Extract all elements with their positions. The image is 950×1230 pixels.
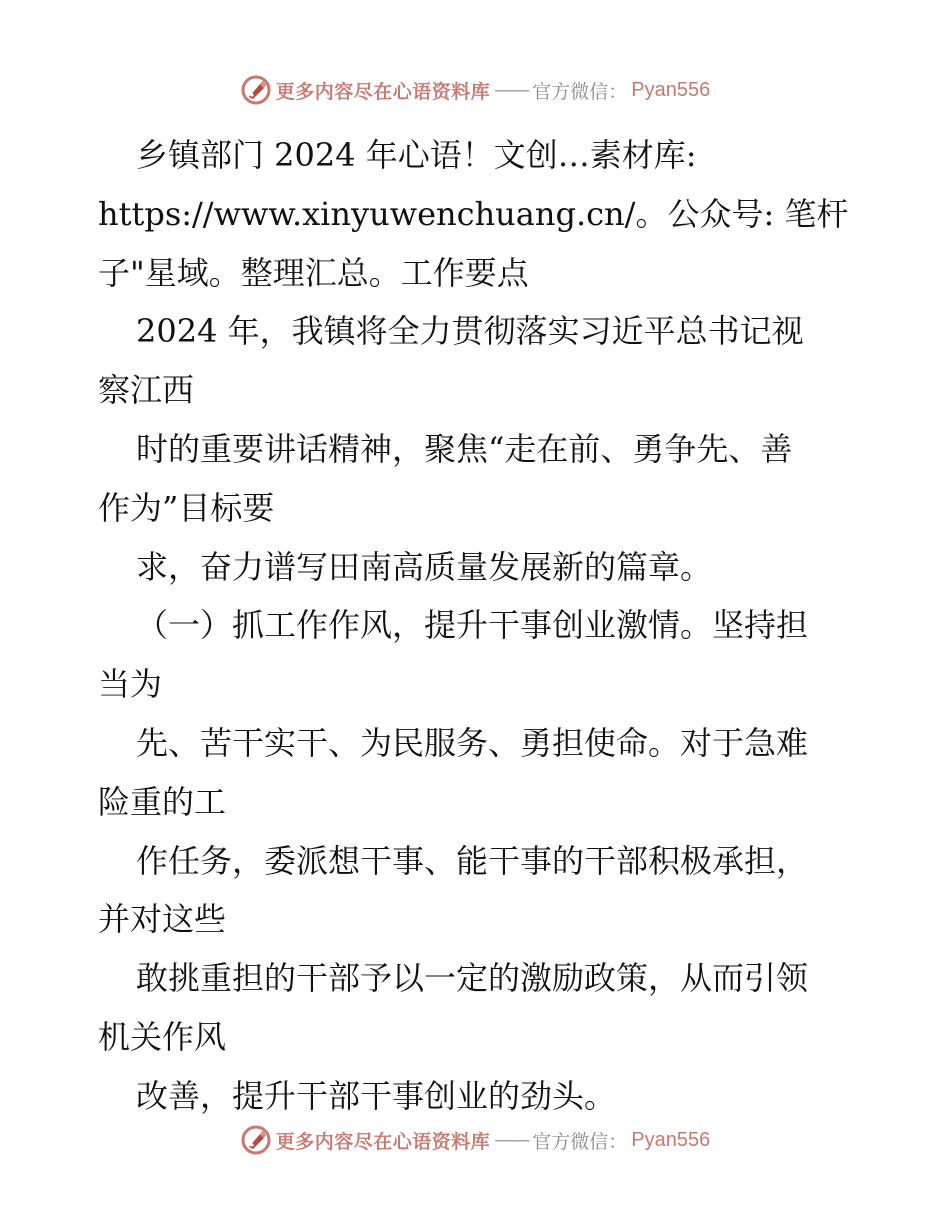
text-line: https://www.xinyuwenchuang.cn/。公众号: 笔杆 — [98, 194, 849, 233]
text-line: 子"星域。整理汇总。工作要点 — [98, 253, 529, 292]
text-line: （一）抓工作作风，提升干事创业激情。坚持担 — [136, 606, 809, 645]
watermark-account: Pyan556 — [631, 78, 711, 101]
text-line: 敢挑重担的干部予以一定的激励政策，从而引领 — [136, 959, 809, 998]
watermark-slogan: 更多内容尽在心语资料库 — [275, 80, 491, 103]
document-body — [98, 126, 858, 1126]
watermark-header — [0, 70, 950, 110]
watermark-dash: —— — [494, 1129, 529, 1151]
text-line: 求，奋力谱写田南高质量发展新的篇章。 — [136, 547, 713, 586]
watermark-footer — [0, 1120, 950, 1160]
text-line: 并对这些 — [98, 900, 227, 939]
text-line: 机关作风 — [98, 1017, 227, 1056]
text-line: 作为”目标要 — [98, 488, 275, 527]
text-line: 改善，提升干部干事创业的劲头。 — [136, 1076, 617, 1115]
text-line: 察江西 — [98, 371, 195, 410]
pen-nib-logo-icon — [240, 74, 272, 106]
text-line: 时的重要讲话精神，聚焦“走在前、勇争先、善 — [136, 429, 793, 468]
text-line: 乡镇部门 2024 年心语！文创…素材库: — [136, 136, 697, 174]
text-line: 2024 年，我镇将全力贯彻落实习近平总书记视 — [136, 312, 804, 351]
text-line: 作任务，委派想干事、能干事的干部积极承担， — [136, 841, 809, 880]
watermark-dash: —— — [494, 79, 529, 101]
watermark-slogan: 更多内容尽在心语资料库 — [275, 1130, 491, 1153]
text-line: 先、苦干实干、为民服务、勇担使命。对于急难 — [136, 723, 809, 762]
watermark-account: Pyan556 — [631, 1128, 711, 1151]
text-line: 险重的工 — [98, 782, 227, 821]
watermark-wechat-label: 官方微信： — [532, 80, 628, 103]
watermark-wechat-label: 官方微信： — [532, 1130, 628, 1153]
pen-nib-logo-icon — [240, 1124, 272, 1156]
text-line: 当为 — [98, 665, 163, 704]
